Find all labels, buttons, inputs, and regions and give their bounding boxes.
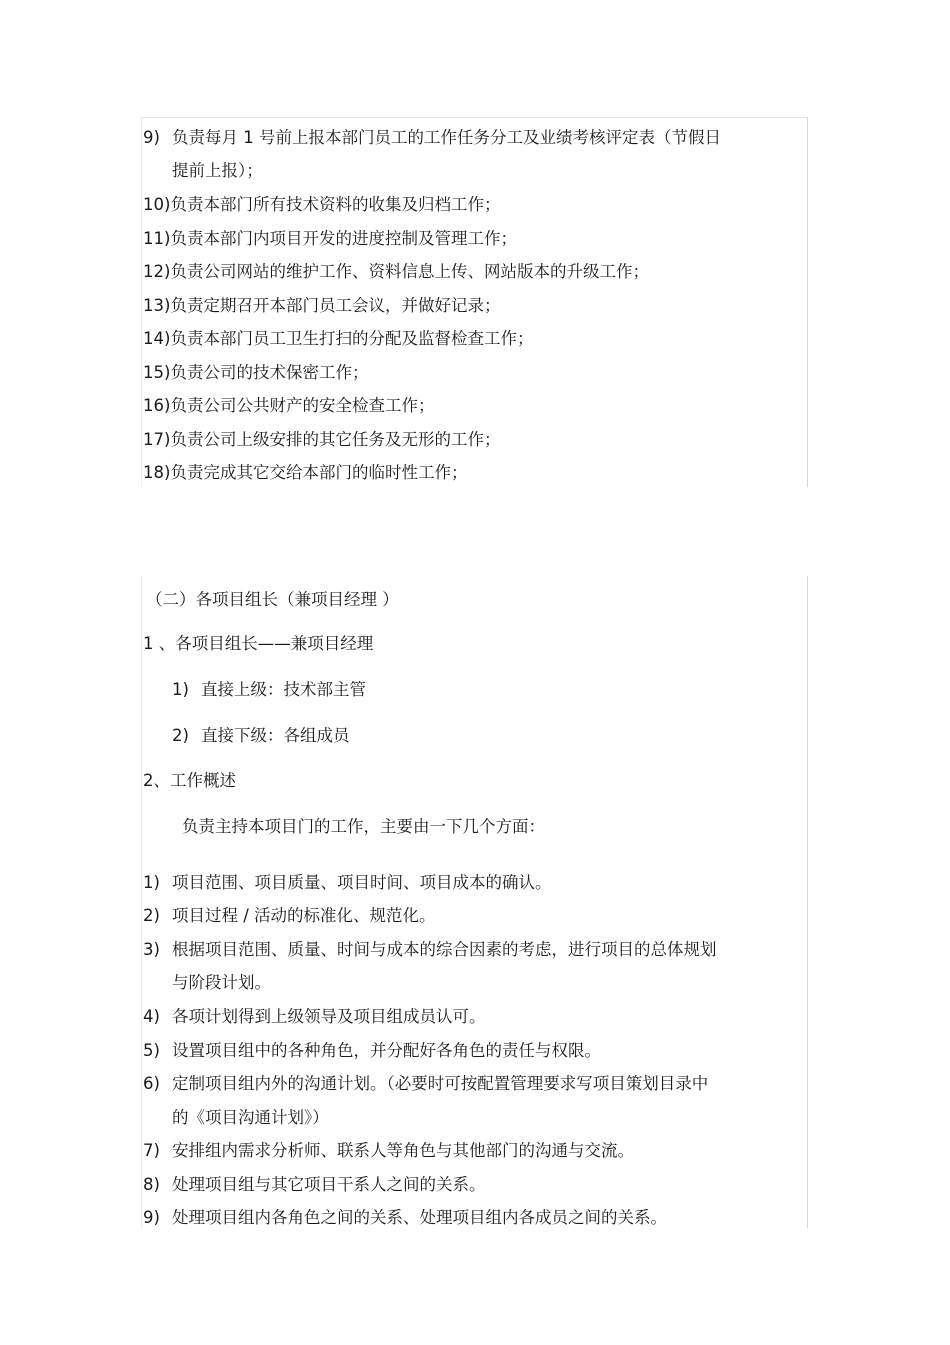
item-text: 负责本部门内项目开发的进度控制及管理工作； — [170, 229, 517, 248]
list-item — [143, 1040, 601, 1062]
list-item — [143, 872, 552, 894]
item-text: 处理项目组与其它项目干系人之间的关系。 — [172, 1175, 486, 1194]
item-number: 18) — [143, 463, 171, 482]
report-line — [172, 679, 366, 701]
list-item — [143, 905, 436, 927]
list-item — [143, 328, 533, 350]
item-text: 各项计划得到上级领导及项目组成员认可。 — [172, 1007, 486, 1026]
list-item — [143, 261, 649, 283]
item-number: 17) — [143, 430, 171, 449]
list-item — [143, 1006, 486, 1028]
item-continuation: 提前上报）； — [172, 161, 263, 180]
section2-left-border — [141, 576, 142, 1228]
item-text: 直接下级：各组成员 — [201, 726, 350, 745]
item-text: 项目过程 / 活动的标准化、规范化。 — [172, 906, 436, 925]
list-item — [143, 127, 721, 149]
item-number: 2) — [172, 726, 189, 745]
item-number: 2) — [143, 906, 160, 925]
item-text: 直接上级：技术部主管 — [201, 680, 366, 699]
item-number: 11) — [143, 229, 171, 248]
item-text: 负责本部门所有技术资料的收集及归档工作； — [170, 195, 501, 214]
list-item — [143, 1207, 667, 1229]
item-text: 负责完成其它交给本部门的临时性工作； — [170, 463, 468, 482]
list-item — [143, 228, 517, 250]
list-item — [143, 395, 434, 417]
item-text: 处理项目组内各角色之间的关系、处理项目组内各成员之间的关系。 — [172, 1208, 667, 1227]
report-line — [172, 725, 350, 747]
item-number: 5) — [143, 1041, 160, 1060]
item-number: 10) — [143, 195, 171, 214]
item-number: 15) — [143, 363, 171, 382]
item-text: 根据项目范围、质量、时间与成本的综合因素的考虑，进行项目的总体规划 — [172, 940, 717, 959]
item-continuation: 与阶段计划。 — [172, 973, 271, 992]
item-number: 12) — [143, 262, 171, 281]
item-text: 项目范围、项目质量、项目时间、项目成本的确认。 — [172, 873, 552, 892]
item-number: 14) — [143, 329, 171, 348]
item-text: 安排组内需求分析师、联系人等角色与其他部门的沟通与交流。 — [172, 1141, 634, 1160]
item-text: 负责公司上级安排的其它任务及无形的工作； — [170, 430, 501, 449]
item-text: 负责本部门员工卫生打扫的分配及监督检查工作； — [170, 329, 534, 348]
list-item — [143, 1174, 486, 1196]
item-number: 16) — [143, 396, 171, 415]
item-text: 负责公司公共财产的安全检查工作； — [170, 396, 435, 415]
overview-text: 负责主持本项目门的工作，主要由一下几个方面： — [182, 817, 545, 836]
list-item — [143, 194, 500, 216]
subheading: 2、工作概述 — [143, 771, 236, 790]
list-item — [143, 939, 717, 961]
item-number: 4) — [143, 1007, 160, 1026]
subheading: 1 、各项目组长——兼项目经理 — [143, 634, 374, 653]
item-number: 1) — [143, 873, 160, 892]
item-number: 1) — [172, 680, 189, 699]
item-text: 负责定期召开本部门员工会议，并做好记录； — [170, 296, 501, 315]
section1-left-border — [141, 117, 142, 487]
list-item — [143, 1140, 634, 1162]
list-item — [143, 1073, 708, 1095]
item-number: 8) — [143, 1175, 160, 1194]
item-continuation: 的《项目沟通计划》） — [172, 1108, 329, 1127]
list-item — [143, 362, 368, 384]
item-number: 13) — [143, 296, 171, 315]
item-text: 负责每月 1 号前上报本部门员工的工作任务分工及业绩考核评定表（节假日 — [172, 128, 721, 147]
item-number: 9) — [143, 128, 160, 147]
section2-frame — [141, 576, 808, 1228]
section-heading: （二）各项目组长（兼项目经理 ） — [146, 590, 399, 609]
item-number: 9) — [143, 1208, 160, 1227]
item-text: 负责公司网站的维护工作、资料信息上传、网站版本的升级工作； — [170, 262, 649, 281]
item-number: 6) — [143, 1074, 160, 1093]
list-item — [143, 462, 467, 484]
list-item — [143, 429, 500, 451]
item-text: 设置项目组中的各种角色，并分配好各角色的责任与权限。 — [172, 1041, 601, 1060]
item-text: 负责公司的技术保密工作； — [170, 363, 369, 382]
item-text: 定制项目组内外的沟通计划。（必要时可按配置管理要求写项目策划目录中 — [172, 1074, 709, 1093]
item-number: 7) — [143, 1141, 160, 1160]
item-number: 3) — [143, 940, 160, 959]
list-item — [143, 295, 500, 317]
